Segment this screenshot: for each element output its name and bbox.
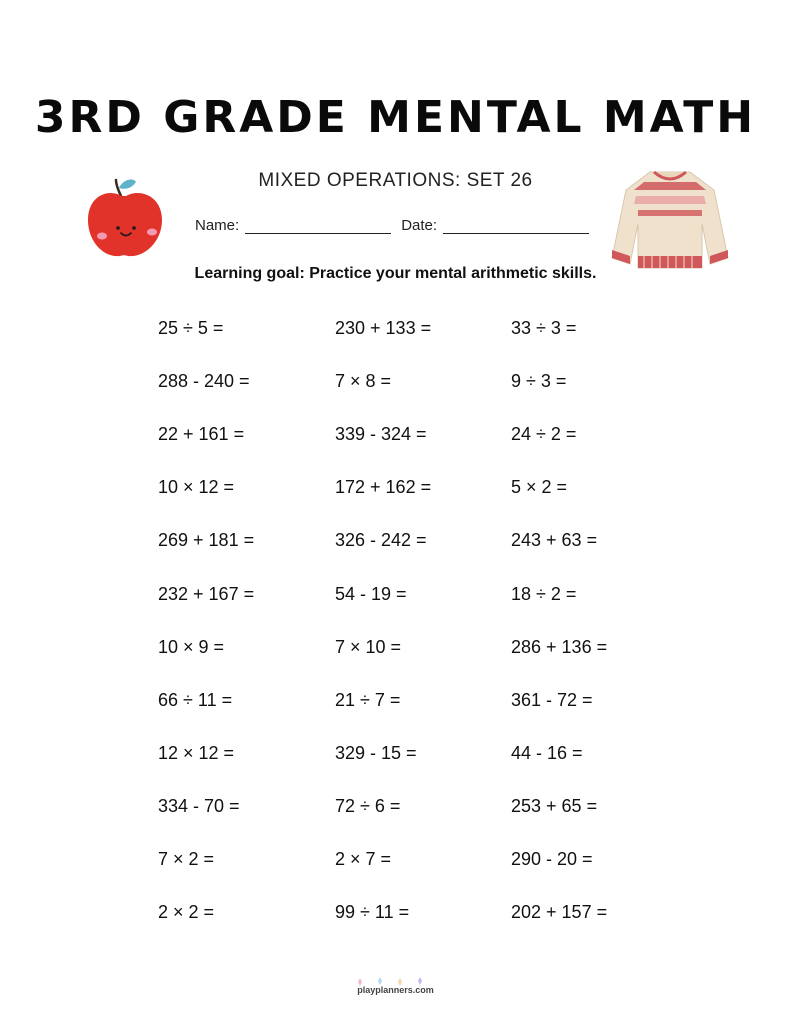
math-problem: 99 ÷ 11 =	[335, 902, 410, 922]
math-problem: 288 - 240 =	[158, 371, 250, 391]
name-label: Name:	[195, 217, 240, 234]
math-problem: 25 ÷ 5 =	[158, 318, 224, 338]
math-problem: 243 + 63 =	[511, 530, 598, 550]
learning-goal: Learning goal: Practice your mental arithmetic skills.	[194, 265, 597, 282]
math-problem: 7 × 2 =	[158, 849, 215, 869]
math-problem: 172 + 162 =	[335, 477, 432, 497]
math-problem: 72 ÷ 6 =	[335, 796, 401, 816]
math-problem: 361 - 72 =	[511, 690, 593, 710]
math-problem: 286 + 136 =	[511, 637, 608, 657]
math-problem: 269 + 181 =	[158, 530, 255, 550]
math-problem: 10 × 12 =	[158, 477, 235, 497]
math-problem: 329 - 15 =	[335, 743, 417, 763]
math-problem: 5 × 2 =	[511, 477, 568, 497]
math-problem: 232 + 167 =	[158, 584, 255, 604]
worksheet-subtitle: MIXED OPERATIONS: SET 26	[258, 170, 533, 191]
page-title: 3RD GRADE MENTAL MATH	[34, 92, 757, 143]
footer-logo	[340, 976, 451, 1000]
math-problem: 326 - 242 =	[335, 530, 427, 550]
date-label: Date:	[401, 217, 438, 234]
math-problem: 12 × 12 =	[158, 743, 235, 763]
math-problem: 334 - 70 =	[158, 796, 240, 816]
math-problem: 44 - 16 =	[511, 743, 583, 763]
math-problem: 290 - 20 =	[511, 849, 593, 869]
math-problem: 230 + 133 =	[335, 318, 432, 338]
math-problem: 33 ÷ 3 =	[511, 318, 577, 338]
math-problem: 18 ÷ 2 =	[511, 584, 577, 604]
math-problem: 24 ÷ 2 =	[511, 424, 577, 444]
math-problem: 2 × 7 =	[335, 849, 392, 869]
math-problem: 22 + 161 =	[158, 424, 245, 444]
math-problem: 7 × 10 =	[335, 637, 402, 657]
math-problem: 253 + 65 =	[511, 796, 598, 816]
math-problem: 7 × 8 =	[335, 371, 392, 391]
math-problem: 10 × 9 =	[158, 637, 225, 657]
math-problem: 66 ÷ 11 =	[158, 690, 233, 710]
math-problem: 9 ÷ 3 =	[511, 371, 567, 391]
math-problem: 339 - 324 =	[335, 424, 427, 444]
brand-text: playplanners.com	[357, 985, 434, 995]
math-problem: 54 - 19 =	[335, 584, 407, 604]
math-problem: 202 + 157 =	[511, 902, 608, 922]
math-problem: 2 × 2 =	[158, 902, 215, 922]
math-problem: 21 ÷ 7 =	[335, 690, 401, 710]
